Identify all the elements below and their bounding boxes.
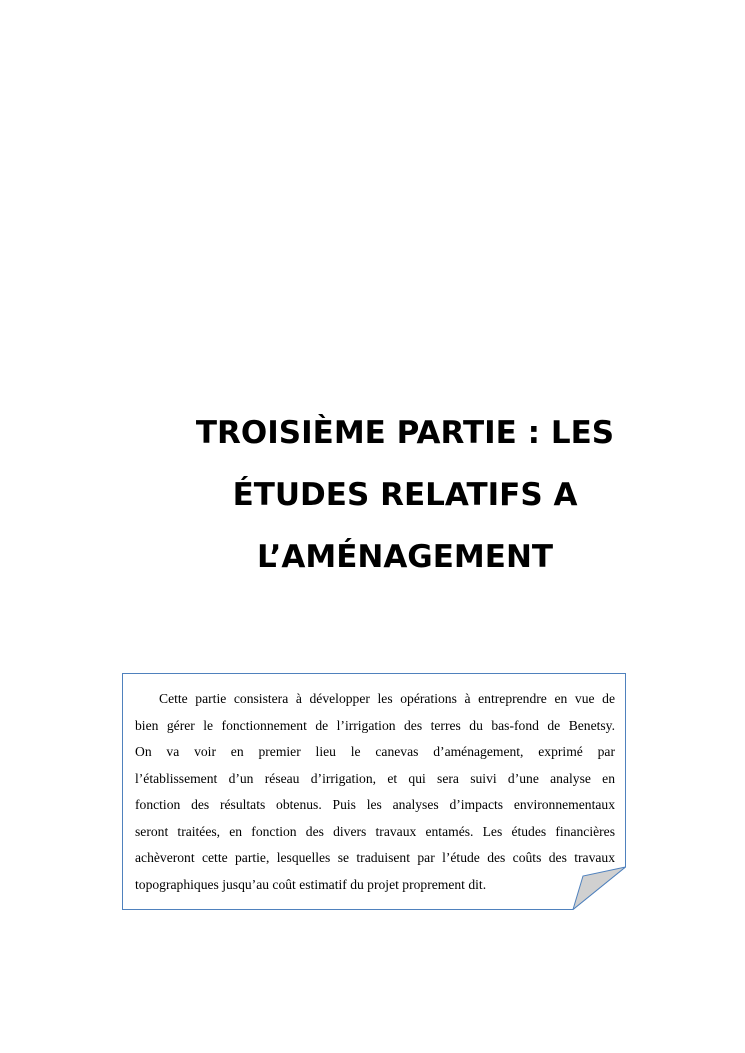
summary-line-3: On va voir en premier lieu le canevas d’aménagement, exprimé par — [135, 744, 615, 759]
summary-note-box — [122, 673, 626, 910]
part-title — [150, 402, 660, 588]
part-title-line-3: L’AMÉNAGEMENT — [256, 539, 554, 575]
summary-line-4: l’établissement d’un réseau d’irrigation, et qui sera suivi d’une analyse en — [135, 770, 615, 786]
summary-line-2: bien gérer le fonctionnement de l’irrigation des terres du bas-fond de Benetsy. — [135, 717, 615, 733]
summary-paragraph — [135, 686, 615, 898]
summary-line-1: Cette partie consistera à développer les opérations à entreprendre en vue de — [159, 691, 615, 706]
summary-line-8: topographiques jusqu’au coût estimatif du projet proprement dit. — [135, 876, 487, 892]
summary-line-6: seront traitées, en fonction des divers travaux entamés. Les études financières — [135, 823, 615, 839]
part-title-line-2: ÉTUDES RELATIFS A — [232, 477, 578, 513]
summary-line-7: achèveront cette partie, lesquelles se traduisent par l’étude des coûts des travaux — [135, 850, 615, 865]
part-title-line-1: TROISIÈME PARTIE : LES — [195, 415, 615, 451]
summary-line-5: fonction des résultats obtenus. Puis les analyses d’impacts environnementaux — [135, 797, 615, 812]
